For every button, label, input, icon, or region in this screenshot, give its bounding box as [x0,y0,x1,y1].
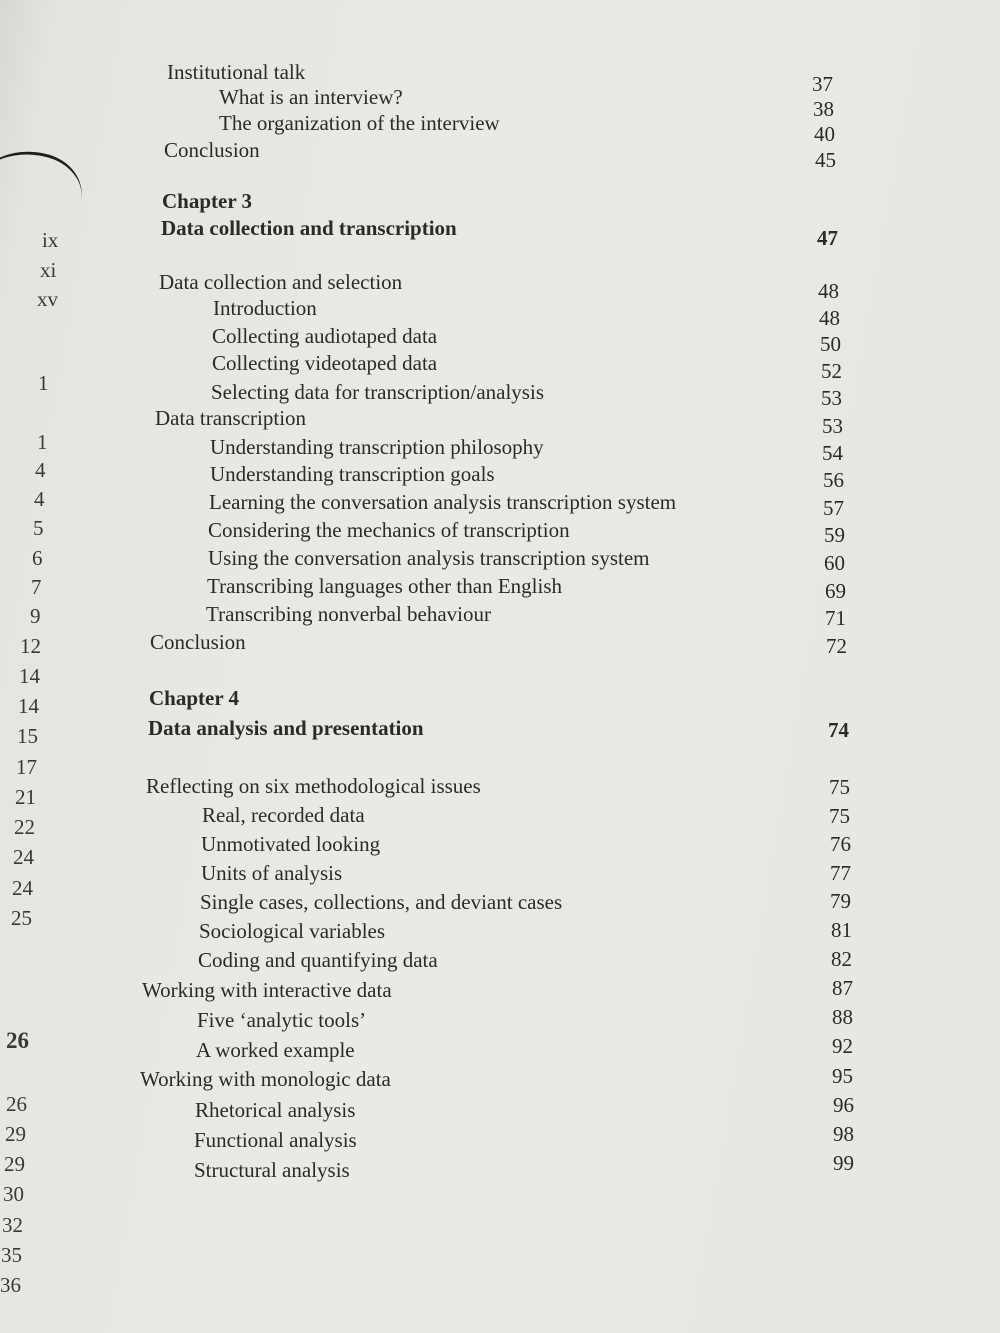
left-page-number: xi [40,258,57,282]
left-page-number: 26 [6,1028,29,1053]
toc-entry-page: 95 [832,1064,853,1088]
chapter-label: Chapter 4 [149,686,240,710]
toc-entry-title: Transcribing languages other than English [207,574,563,598]
left-page-number: 4 [35,458,46,482]
left-page-number: xv [37,287,58,311]
left-page-number: 26 [6,1092,27,1116]
toc-entry-title: Learning the conversation analysis transcription system [209,490,677,514]
toc-entry-title: Working with interactive data [142,978,392,1002]
toc-entry-page: 88 [832,1005,853,1029]
left-page-number: 1 [38,371,49,395]
toc-entry-page: 69 [825,579,846,603]
left-page-number: 15 [17,724,38,748]
toc-entry-page: 56 [823,468,844,492]
toc-entry-title: Units of analysis [201,861,343,885]
left-page-number: 36 [0,1273,21,1297]
toc-entry-page: 48 [818,279,839,303]
toc-entry-page: 76 [830,832,851,856]
toc-entry-title: The organization of the interview [219,111,500,135]
left-page-number: 35 [1,1243,22,1267]
left-page-number: 1 [37,430,48,454]
toc-entry-title: Understanding transcription philosophy [210,435,544,459]
toc-entry-title: Collecting audiotaped data [212,324,438,348]
toc-entry-page: 40 [814,122,835,146]
toc-entry-title: Introduction [213,296,317,320]
toc-entry-page: 99 [833,1151,854,1175]
chapter-page: 47 [817,226,838,250]
left-page-number: 5 [33,516,44,540]
toc-entry-page: 71 [825,606,846,630]
toc-entry-page: 38 [813,97,834,121]
toc-entry-page: 53 [822,414,843,438]
toc-entry-title: Real, recorded data [202,803,365,827]
toc-entry-title: Institutional talk [167,60,306,84]
toc-entry-page: 79 [830,889,851,913]
toc-entry-page: 75 [829,775,850,799]
left-page-number: ix [42,228,59,252]
toc-entry-page: 53 [821,386,842,410]
toc-entry-page: 72 [826,634,847,658]
toc-entry-title: Working with monologic data [140,1067,391,1091]
toc-entry-title: Structural analysis [194,1158,350,1182]
left-page-number: 12 [20,634,41,658]
toc-entry-title: Reflecting on six methodological issues [146,774,481,798]
left-page-number: 22 [14,815,35,839]
left-page-number: 9 [30,604,41,628]
toc-entry-page: 77 [830,861,851,885]
toc-entry-page: 81 [831,918,852,942]
toc-entry-title: Functional analysis [194,1128,357,1152]
toc-entry-title: A worked example [196,1038,355,1062]
toc-entry-title: Conclusion [164,138,260,162]
toc-entry-page: 48 [819,306,840,330]
toc-entry-title: Rhetorical analysis [195,1098,356,1122]
toc-entry-page: 50 [820,332,841,356]
left-page-number: 32 [2,1213,23,1237]
toc-entry-title: Coding and quantifying data [198,948,438,972]
toc-entry-page: 82 [831,947,852,971]
toc-entry-page: 96 [833,1093,854,1117]
left-page-number: 25 [11,906,32,930]
toc-entry-title: Selecting data for transcription/analysis [211,380,544,404]
toc-entry-page: 45 [815,148,836,172]
toc-entry-title: Collecting videotaped data [212,351,438,375]
toc-entry-title: Conclusion [150,630,246,654]
toc-entry-title: Single cases, collections, and deviant cases [200,890,563,914]
toc-entry-page: 57 [823,496,844,520]
toc-entry-title: Sociological variables [199,919,386,943]
toc-entry-page: 98 [833,1122,854,1146]
toc-entry-title: Unmotivated looking [201,832,381,856]
left-page-number: 29 [5,1122,26,1146]
left-page-number: 14 [19,664,40,688]
left-page-number: 29 [4,1152,25,1176]
toc-entry-title: Data transcription [155,406,307,430]
toc-entry-page: 75 [829,804,850,828]
toc-entry-page: 92 [832,1034,853,1058]
toc-entry-title: Understanding transcription goals [210,462,495,486]
left-page-number: 17 [16,755,37,779]
toc-entry-title: Data collection and selection [159,270,403,294]
toc-entry-page: 59 [824,523,845,547]
chapter-title: Data collection and transcription [161,216,457,240]
left-page-number: 24 [13,845,34,869]
toc-entry-title: Considering the mechanics of transcription [208,518,570,542]
toc-entry-page: 60 [824,551,845,575]
toc-entry-page: 52 [821,359,842,383]
left-page-number: 24 [12,876,33,900]
chapter-page: 74 [828,718,849,742]
left-page-number: 7 [31,575,42,599]
toc-entry-title: What is an interview? [219,85,403,109]
left-page-number: 21 [15,785,36,809]
toc-entry-title: Transcribing nonverbal behaviour [206,602,491,626]
toc-entry-title: Five ‘analytic tools’ [197,1008,367,1032]
left-page-number: 6 [32,546,43,570]
toc-entry-page: 37 [812,72,833,96]
left-page-number: 14 [18,694,39,718]
left-page-number: 30 [3,1182,24,1206]
chapter-title: Data analysis and presentation [148,716,424,740]
toc-entry-title: Using the conversation analysis transcription system [208,546,650,570]
toc-entry-page: 54 [822,441,843,465]
toc-entry-page: 87 [832,976,853,1000]
left-page-number: 4 [34,487,45,511]
chapter-label: Chapter 3 [162,189,253,213]
